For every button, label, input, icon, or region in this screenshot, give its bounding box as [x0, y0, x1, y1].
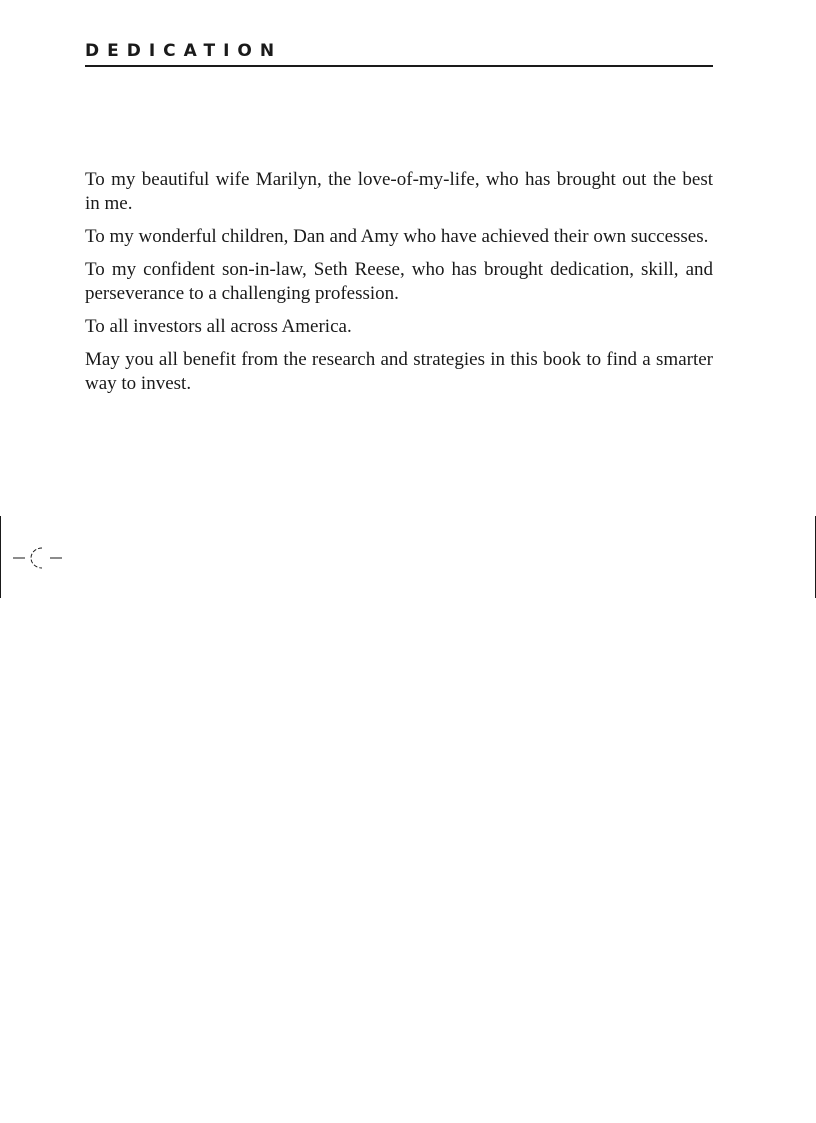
- left-crop-mark: [0, 516, 1, 598]
- registration-mark-icon: [13, 545, 63, 571]
- dedication-body: [85, 168, 713, 405]
- dedication-paragraph-wife: To my beautiful wife Marilyn, the love-of-my-life, who has brought out the best in me.: [85, 169, 713, 214]
- dedication-paragraph-closing: May you all benefit from the research and strategies in this book to find a smarter way to invest.: [85, 349, 713, 394]
- dedication-paragraph-son-in-law: To my confident son-in-law, Seth Reese, who has brought dedication, skill, and perseverance to a challenging profession.: [85, 259, 713, 304]
- dedication-paragraph-investors: To all investors all across America.: [85, 316, 352, 337]
- heading-rule: [85, 65, 713, 67]
- dedication-paragraph-children: To my wonderful children, Dan and Amy who have achieved their own successes.: [85, 226, 709, 247]
- page-title: DEDICATION: [85, 41, 283, 61]
